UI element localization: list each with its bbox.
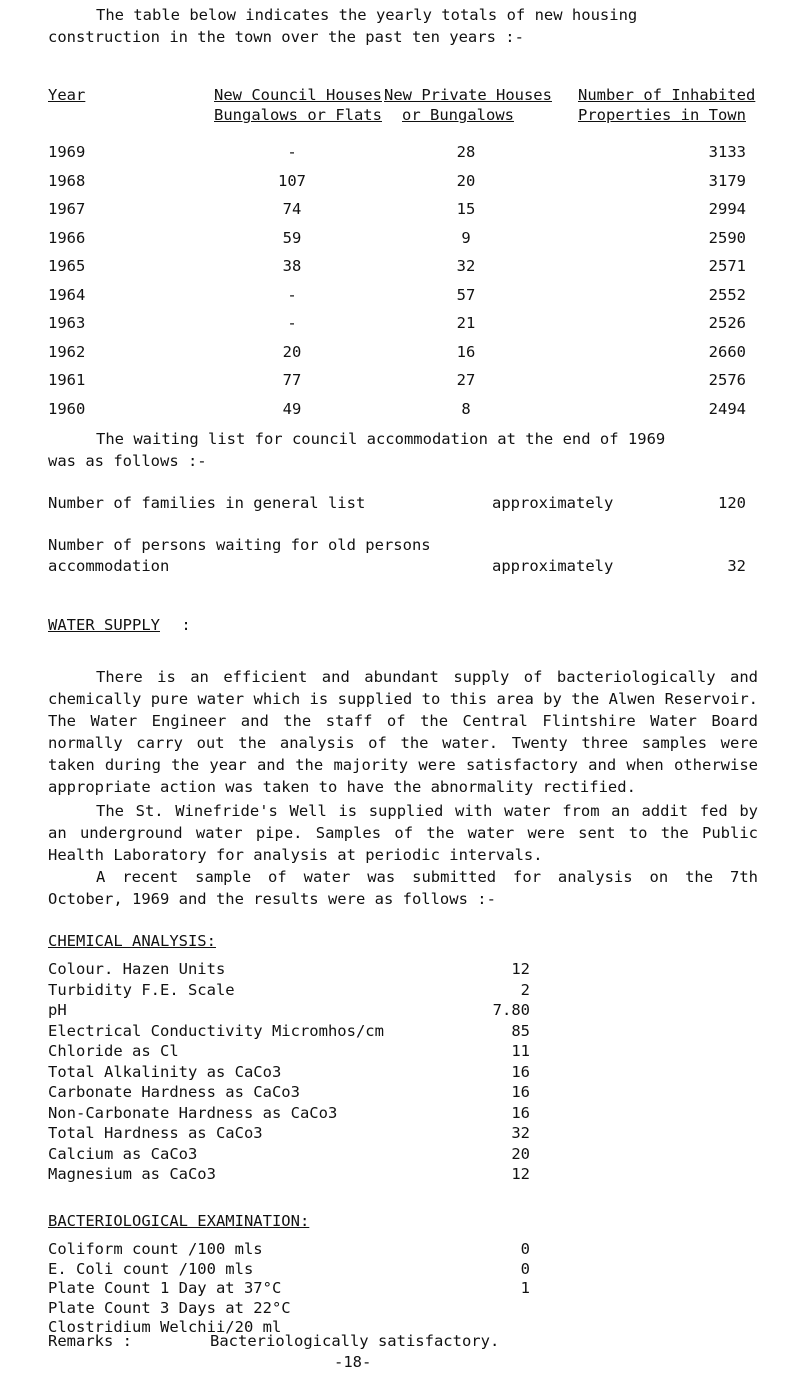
chemical-item-value: 20 [511, 1144, 530, 1163]
chemical-item-value: 2 [520, 980, 530, 999]
chemical-item-value: 85 [511, 1021, 530, 1040]
intro-line-1: The table below indicates the yearly totals of new housing [96, 6, 638, 24]
bacteriological-item-label: Plate Count 3 Days at 22°C [48, 1298, 291, 1317]
chemical-item-label: Non-Carbonate Hardness as CaCo3 [48, 1103, 338, 1122]
table-cell-private: 8 [461, 399, 471, 418]
table-cell-year: 1968 [48, 171, 86, 190]
chemical-item-label: Chloride as Cl [48, 1042, 179, 1060]
table-cell-private: 27 [456, 371, 476, 389]
table-cell-inhabited: 2576 [708, 371, 746, 389]
table-cell-council: - [287, 314, 297, 332]
chemical-item-value: 11 [511, 1042, 530, 1060]
families-label: Number of families in general list [48, 494, 366, 512]
bacteriological-item-label: Coliform count /100 mls [48, 1240, 263, 1258]
water-heading: WATER SUPPLY [48, 616, 160, 634]
persons-value: 32 [727, 557, 746, 575]
header-inhabited-2: Properties in Town [578, 106, 746, 124]
table-cell-council: - [287, 143, 297, 161]
waiting-line-1: The waiting list for council accommodation at the end of 1969 [96, 430, 666, 448]
table-cell-inhabited: 2660 [708, 342, 746, 361]
table-cell-inhabited: 3179 [708, 171, 746, 190]
chemical-item-label: Calcium as CaCo3 [48, 1144, 198, 1163]
families-approx: approximately [492, 494, 614, 512]
header-council-2: Bungalows or Flats [214, 106, 382, 124]
table-cell-year: 1962 [48, 342, 86, 361]
bacteriological-item-label: Plate Count 1 Day at 37°C [48, 1279, 282, 1297]
table-cell-council: 77 [282, 371, 302, 389]
table-cell-private: 28 [456, 143, 476, 161]
water-heading-wrap [48, 616, 191, 634]
table-cell-private: 57 [456, 285, 476, 304]
chemical-item-label: Carbonate Hardness as CaCo3 [48, 1083, 300, 1101]
table-cell-council: 74 [282, 200, 302, 218]
table-cell-private: 32 [456, 257, 476, 275]
table-cell-year: 1961 [48, 371, 86, 389]
waiting-line-2: was as follows :- [48, 452, 207, 470]
table-cell-council: 38 [282, 257, 302, 275]
table-cell-inhabited: 2571 [708, 257, 746, 275]
water-heading-colon: : [181, 616, 191, 634]
chemical-item-value: 12 [511, 960, 530, 978]
chemical-item-label: Electrical Conductivity Micromhos/cm [48, 1021, 384, 1040]
water-paragraph-1: There is an efficient and abundant supply of bacteriologically and chemically pure water which is supplied to this area by the Alwen Reservoir. The Water Engineer and the staff of the Central Flintshire Water Board normally carry out the analysis of the water. Twenty three samples were taken during the year and the majority were satisfactory and when otherwise appropriate action was taken to have the abnormality rectified. [48, 668, 758, 796]
chemical-item-label: Total Alkalinity as CaCo3 [48, 1062, 282, 1081]
table-cell-inhabited: 2494 [708, 399, 746, 418]
table-cell-year: 1967 [48, 200, 86, 218]
persons-label-2: accommodation [48, 557, 170, 575]
table-cell-council: 59 [282, 228, 302, 247]
table-cell-year: 1960 [48, 399, 86, 418]
families-value: 120 [718, 494, 746, 512]
header-private-2: or Bungalows [402, 106, 514, 124]
table-cell-private: 16 [456, 342, 476, 361]
persons-approx: approximately [492, 557, 614, 575]
header-private-1: New Private Houses [384, 86, 552, 104]
chemical-item-value: 16 [511, 1103, 530, 1122]
table-cell-private: 15 [456, 200, 476, 218]
table-cell-year: 1963 [48, 314, 86, 332]
bacteriological-item-value: 1 [520, 1279, 530, 1297]
header-inhabited-1: Number of Inhabited [578, 86, 756, 104]
chemical-heading: CHEMICAL ANALYSIS: [48, 932, 216, 950]
water-paragraph-2: The St. Winefride's Well is supplied with water from an addit fed by an underground water pipe. Samples of the water were sent to the Public Health Laboratory for analysis at periodic intervals. [48, 802, 758, 864]
table-cell-private: 9 [461, 228, 471, 247]
chemical-item-value: 16 [511, 1083, 530, 1101]
chemical-item-value: 12 [511, 1165, 530, 1183]
table-cell-year: 1964 [48, 285, 86, 304]
intro-line-2: construction in the town over the past ten years :- [48, 28, 524, 46]
table-cell-year: 1969 [48, 143, 86, 161]
bacteriological-item-value: 0 [520, 1240, 530, 1258]
water-paragraph-3: A recent sample of water was submitted for analysis on the 7th October, 1969 and the results were as follows :- [48, 868, 758, 908]
chemical-item-label: pH [48, 1001, 67, 1019]
remarks-value: Bacteriologically satisfactory. [210, 1332, 500, 1350]
page-number: -18- [334, 1353, 372, 1371]
bacteriological-item-value: 0 [520, 1259, 530, 1278]
header-council-1: New Council Houses [214, 86, 382, 104]
bacteriological-heading: BACTERIOLOGICAL EXAMINATION: [48, 1212, 310, 1230]
table-cell-inhabited: 2994 [708, 200, 746, 218]
chemical-item-label: Turbidity F.E. Scale [48, 980, 235, 999]
chemical-item-label: Colour. Hazen Units [48, 960, 226, 978]
table-cell-private: 21 [456, 314, 476, 332]
chemical-item-value: 7.80 [492, 1001, 530, 1019]
table-cell-council: 107 [278, 171, 306, 190]
table-cell-inhabited: 2590 [708, 228, 746, 247]
chemical-item-label: Magnesium as CaCo3 [48, 1165, 216, 1183]
table-cell-year: 1965 [48, 257, 86, 275]
header-year: Year [48, 86, 86, 104]
table-cell-inhabited: 3133 [708, 143, 746, 161]
chemical-item-label: Total Hardness as CaCo3 [48, 1124, 263, 1142]
persons-label-1: Number of persons waiting for old persons [48, 536, 431, 554]
table-cell-private: 20 [456, 171, 476, 190]
bacteriological-item-label: Clostridium Welchii/20 ml [48, 1318, 282, 1336]
chemical-item-value: 32 [511, 1124, 530, 1142]
chemical-item-value: 16 [511, 1062, 530, 1081]
bacteriological-item-label: E. Coli count /100 mls [48, 1259, 254, 1278]
table-cell-council: - [287, 285, 297, 304]
table-cell-inhabited: 2552 [708, 285, 746, 304]
table-cell-council: 20 [282, 342, 302, 361]
table-cell-council: 49 [282, 399, 302, 418]
remarks-label: Remarks : [48, 1332, 132, 1350]
table-cell-inhabited: 2526 [708, 314, 746, 332]
table-cell-year: 1966 [48, 228, 86, 247]
